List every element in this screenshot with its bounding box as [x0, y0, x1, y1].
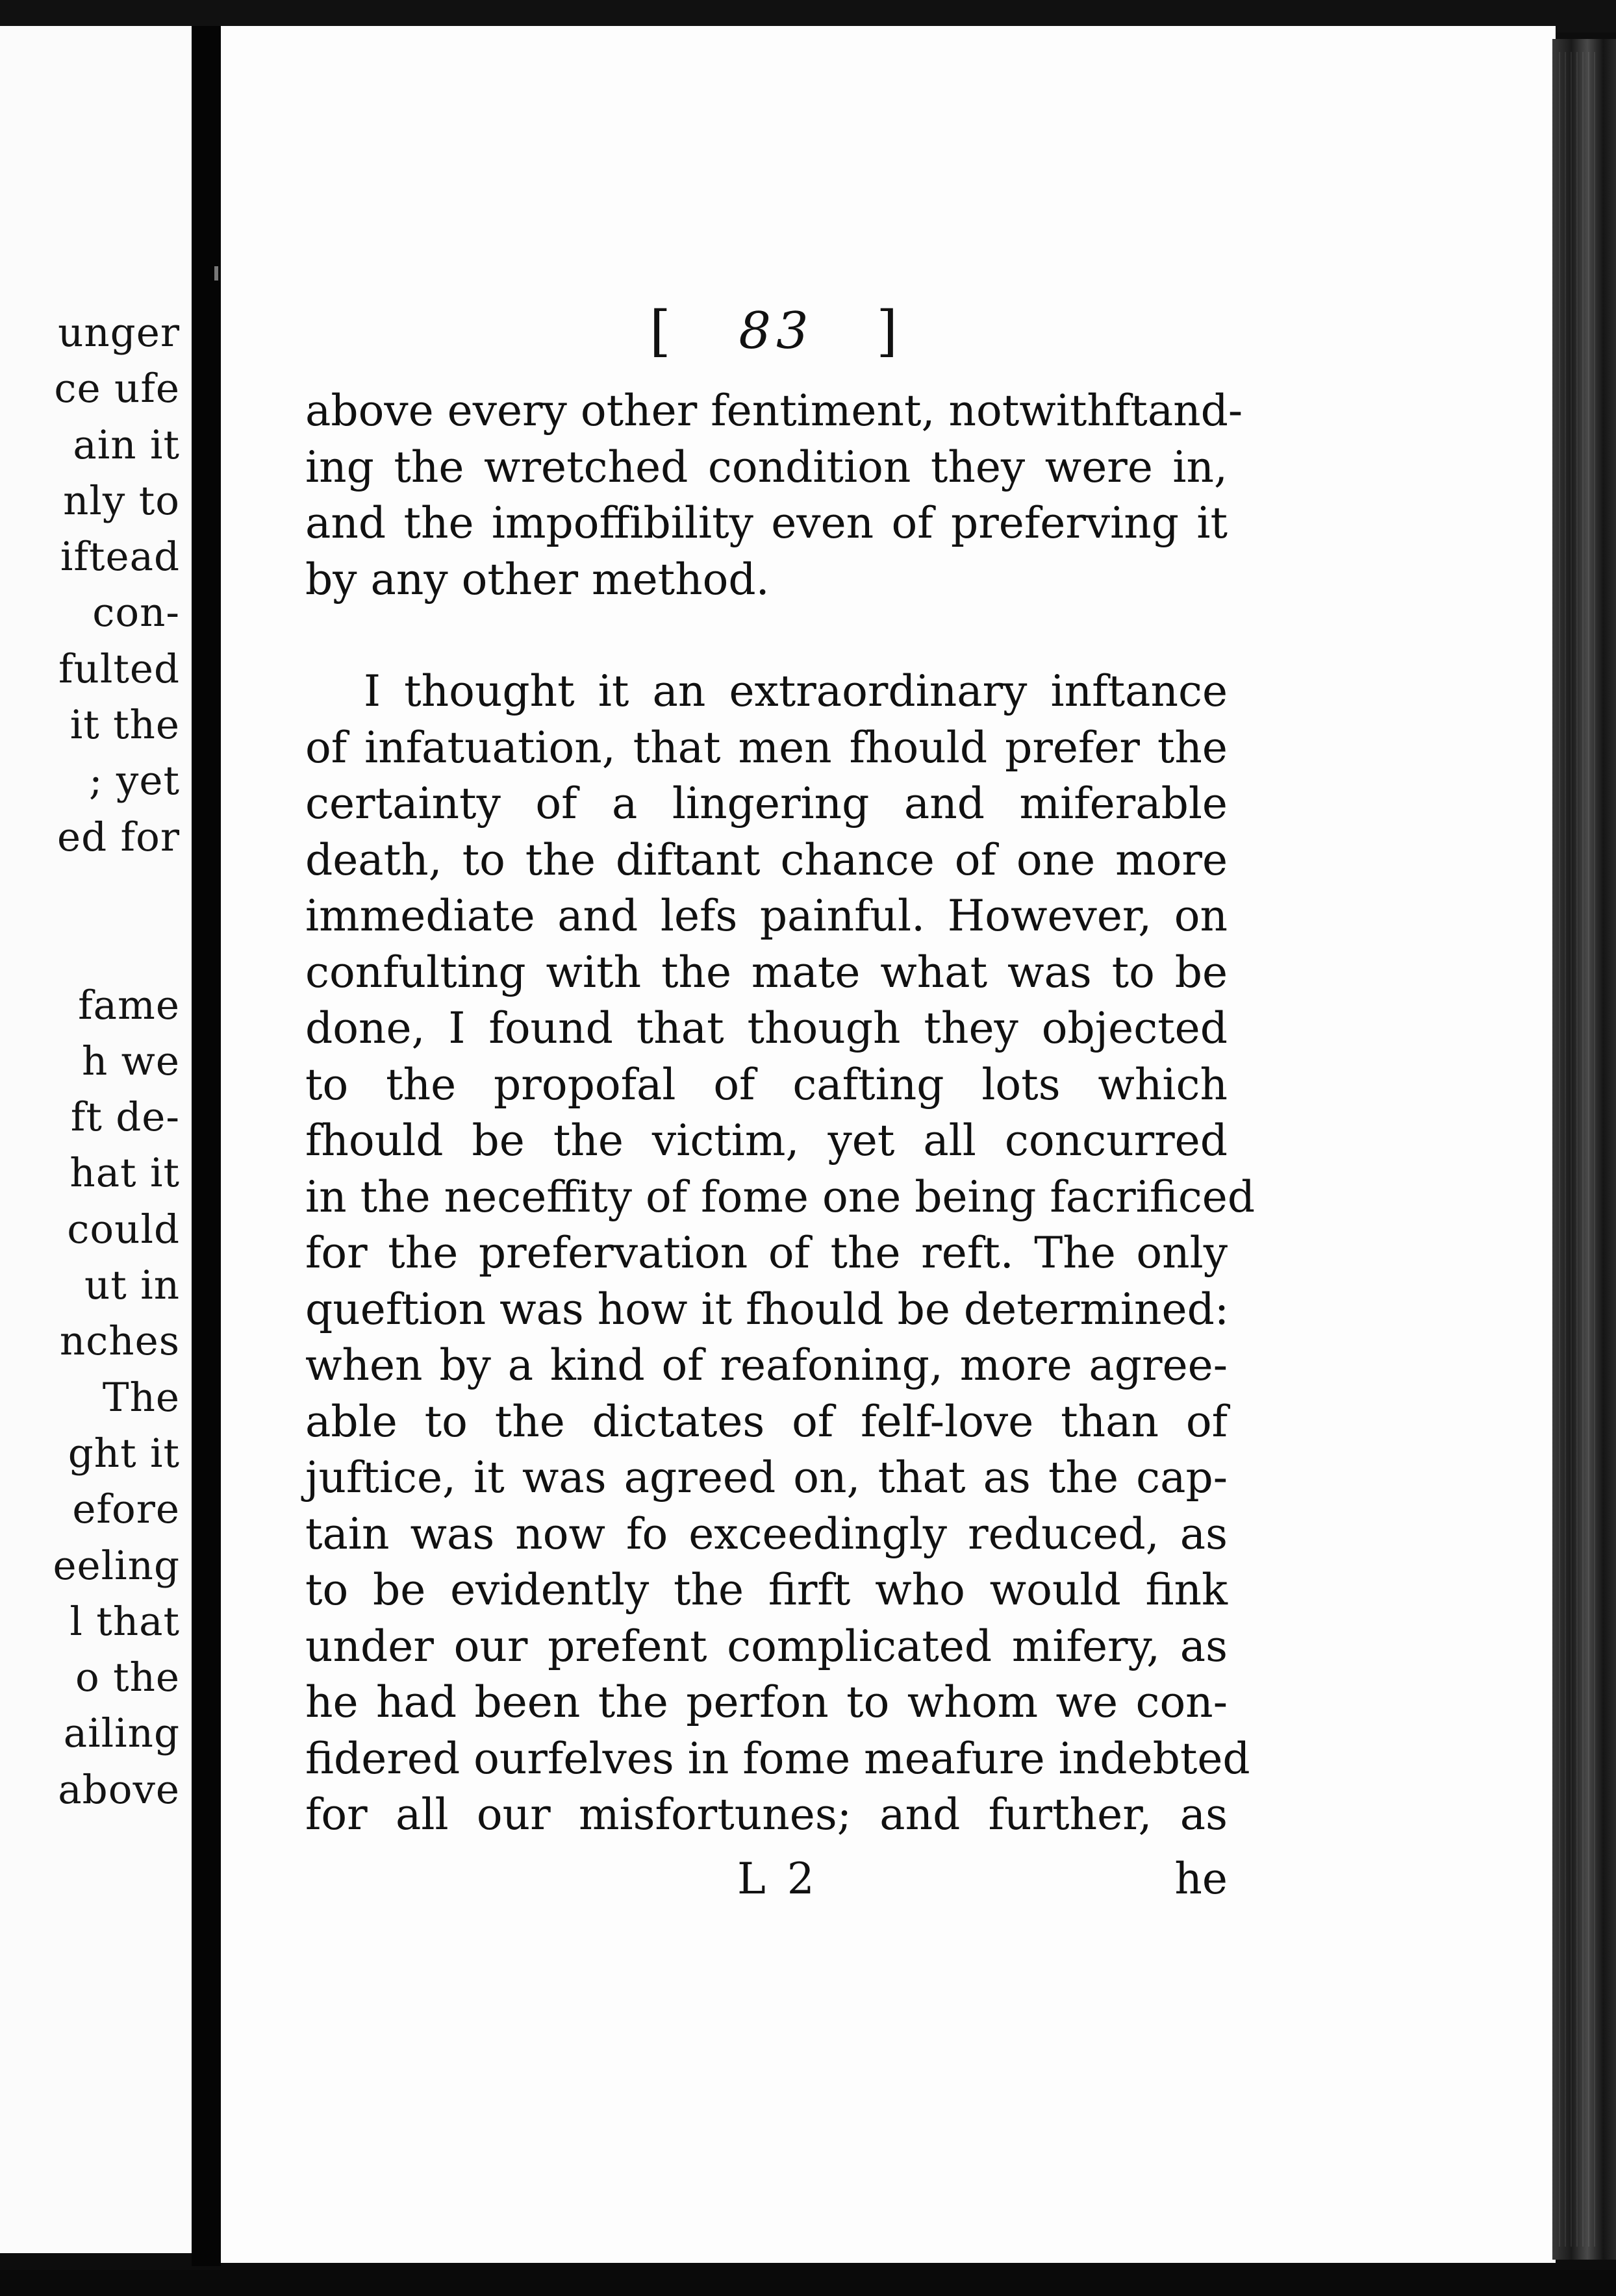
left-fragment: it the [69, 702, 180, 749]
left-fragment: ailing [63, 1710, 180, 1757]
page-number-value: 83 [739, 302, 814, 360]
left-fragment: unger [58, 310, 180, 356]
text-line: fidered ourfelves in fome meafure indebted [305, 1733, 1250, 1784]
text-line: able to the dictates of felf-love than of [305, 1396, 1228, 1447]
text-line: when by a kind of reafoning, more agree- [305, 1340, 1228, 1390]
text-line: he had been the perfon to whom we con- [305, 1677, 1228, 1727]
text-line: to the propofal of cafting lots which [305, 1059, 1228, 1110]
paragraph [305, 664, 1256, 1843]
text-line: of infatuation, that men fhould prefer the [305, 722, 1228, 773]
left-page-text [53, 305, 180, 1818]
scan-frame-bottom [0, 2270, 1616, 2296]
left-fragment: ght it [68, 1430, 180, 1477]
text-line: juftice, it was agreed on, that as the cap- [305, 1453, 1228, 1503]
book-gutter [192, 26, 221, 2266]
left-fragment [53, 866, 180, 921]
left-fragment: h we [82, 1038, 180, 1084]
text-line: and the impoffibility even of preferving it [305, 498, 1228, 548]
text-line: tain was now fo exceedingly reduced, as [305, 1508, 1228, 1559]
text-line: certainty of a lingering and miferable [305, 779, 1228, 829]
left-fragment: con- [92, 590, 180, 636]
left-fragment: ain it [73, 421, 180, 468]
left-fragment: ed for [57, 814, 180, 860]
left-fragment: iftead [60, 534, 180, 580]
text-line: done, I found that though they objected [305, 1003, 1228, 1053]
text-line: ing the wretched condition they were in, [305, 442, 1228, 492]
text-line: I thought it an extraordinary inftance [364, 666, 1228, 716]
left-fragment: nly to [63, 477, 180, 524]
text-line: for all our misfortunes; and further, as [305, 1790, 1228, 1840]
catchword: he [1174, 1854, 1228, 1904]
text-line: above every other fentiment, notwithftand- [305, 386, 1243, 436]
left-facing-page [0, 26, 192, 2253]
left-fragment: fame [78, 982, 180, 1029]
text-line: queftion was how it fhould be determined: [305, 1284, 1230, 1334]
left-fragment: efore [72, 1486, 180, 1533]
page-footer [305, 1854, 1228, 1912]
left-fragment: eeling [53, 1542, 180, 1589]
text-line: death, to the diftant chance of one more [305, 834, 1228, 885]
text-line: immediate and lefs painful. However, on [305, 891, 1228, 941]
left-fragment: nches [59, 1318, 180, 1365]
scan-speck [214, 266, 218, 281]
text-line: by any other method. [305, 554, 770, 605]
left-fragment: hat it [69, 1150, 180, 1197]
left-fragment: ft de- [70, 1094, 180, 1141]
left-fragment: ce ufe [54, 366, 180, 412]
text-line: confulting with the mate what was to be [305, 947, 1228, 997]
text-line: fhould be the victim, yet all concurred [305, 1116, 1228, 1166]
text-line: in the neceffity of fome one being facrificed [305, 1171, 1256, 1222]
page-number-open-bracket: [ [650, 299, 676, 363]
text-line: under our prefent complicated mifery, as [305, 1621, 1228, 1671]
left-fragment: l that [69, 1598, 180, 1645]
text-line: to be evidently the firft who would fink [305, 1565, 1228, 1615]
paragraph-continuation [305, 383, 1243, 608]
left-fragment: The [102, 1374, 180, 1421]
body-text [305, 383, 1256, 1843]
left-fragment: o the [75, 1654, 180, 1701]
page-number-close-bracket: ] [876, 299, 903, 363]
left-fragment: ut in [84, 1262, 180, 1309]
left-fragment [53, 921, 180, 977]
left-fragment: above [58, 1766, 180, 1813]
signature-mark: L 2 [737, 1854, 818, 1904]
left-fragment: fulted [58, 645, 180, 692]
left-fragment: could [67, 1206, 180, 1253]
page-edge-texture [1559, 52, 1598, 2247]
text-line: for the prefervation of the reft. The only [305, 1228, 1228, 1278]
paragraph-gap [305, 608, 1228, 664]
page-number [650, 295, 903, 367]
left-fragment: ; yet [88, 758, 180, 805]
